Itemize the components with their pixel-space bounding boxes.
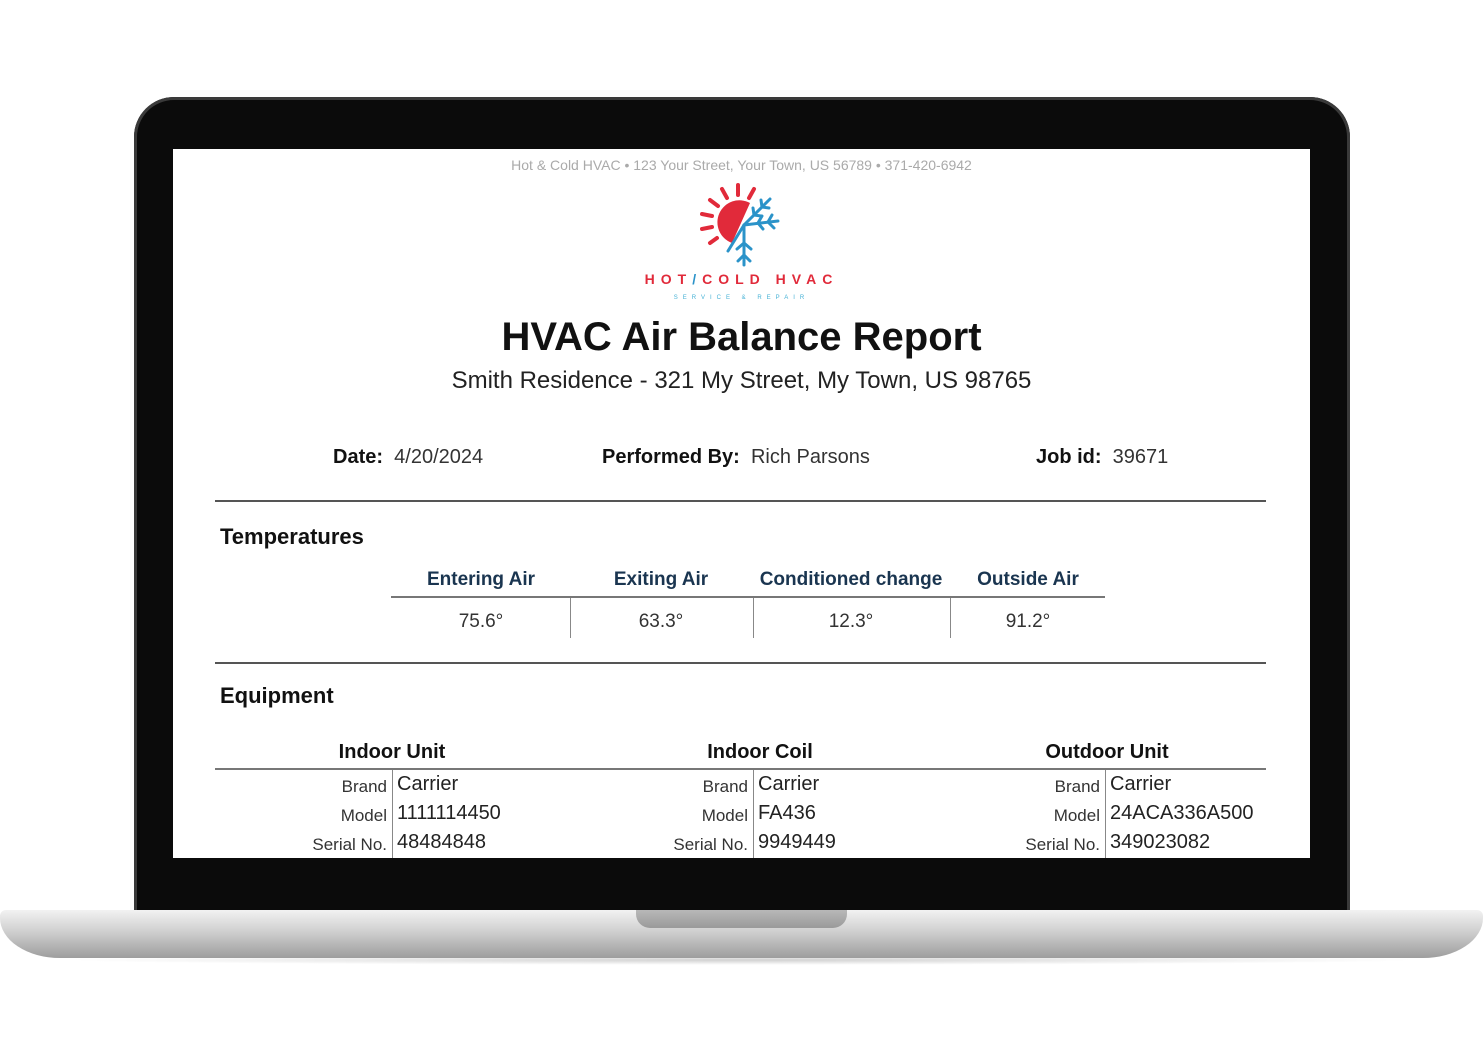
report-screen — [173, 149, 1310, 858]
column-divider — [753, 770, 754, 858]
equipment-heading: Equipment — [220, 683, 334, 708]
performed-by-label: Performed By: — [602, 446, 740, 468]
divider — [215, 662, 1266, 664]
report-title: HVAC Air Balance Report — [501, 315, 982, 359]
indoor-coil-model: FA436 — [758, 802, 816, 824]
logo-wordmark: HOT/COLD HVAC — [644, 271, 839, 287]
indoor-coil-header: Indoor Coil — [707, 741, 813, 763]
date-field — [333, 446, 483, 469]
exiting-air-header: Exiting Air — [613, 569, 709, 590]
outdoor-unit-header: Outdoor Unit — [1045, 741, 1169, 763]
outdoor-unit-brand: Carrier — [1110, 773, 1172, 795]
indoor-coil-brand: Carrier — [758, 773, 820, 795]
sun-snowflake-logo-icon — [692, 181, 786, 267]
model-label: Model — [1053, 806, 1100, 825]
laptop-notch — [636, 910, 847, 928]
model-label: Model — [701, 806, 748, 825]
job-id-field — [1036, 446, 1168, 469]
divider — [215, 500, 1266, 502]
outdoor-unit-serial: 349023082 — [1110, 831, 1211, 853]
conditioned-change-header: Conditioned change — [759, 569, 943, 590]
conditioned-change-value: 12.3° — [828, 611, 874, 632]
indoor-unit-brand: Carrier — [397, 773, 459, 795]
outside-air-value: 91.2° — [1005, 611, 1051, 632]
brand-label: Brand — [702, 777, 748, 796]
report-subtitle: Smith Residence - 321 My Street, My Town, US 98765 — [451, 367, 1032, 394]
temperatures-heading: Temperatures — [220, 524, 364, 549]
performed-by-field — [602, 446, 870, 469]
serial-label: Serial No. — [1025, 835, 1100, 854]
outdoor-unit-model: 24ACA336A500 — [1110, 802, 1254, 824]
job-id-value: 39671 — [1112, 446, 1169, 468]
indoor-unit-model: 1111114450 — [397, 802, 501, 824]
date-label: Date: — [333, 446, 384, 468]
exiting-air-value: 63.3° — [638, 611, 684, 632]
brand-label: Brand — [1054, 777, 1100, 796]
company-contact-line: Hot & Cold HVAC • 123 Your Street, Your Town, US 56789 • 371-420-6942 — [511, 157, 972, 173]
entering-air-value: 75.6° — [458, 611, 504, 632]
temperatures-header-rule — [391, 596, 1105, 598]
job-id-label: Job id: — [1036, 446, 1102, 468]
column-divider — [1105, 770, 1106, 858]
indoor-coil-serial: 9949449 — [758, 831, 836, 853]
serial-label: Serial No. — [673, 835, 748, 854]
serial-label: Serial No. — [312, 835, 387, 854]
model-label: Model — [340, 806, 387, 825]
column-divider — [392, 770, 393, 858]
brand-label: Brand — [341, 777, 387, 796]
entering-air-header: Entering Air — [426, 569, 536, 590]
date-value: 4/20/2024 — [394, 446, 484, 468]
indoor-unit-serial: 48484848 — [397, 831, 486, 853]
performed-by-value: Rich Parsons — [750, 446, 870, 468]
logo-tagline: SERVICE & REPAIR — [673, 295, 810, 301]
equipment-header-rule — [215, 768, 1266, 770]
outside-air-header: Outside Air — [977, 569, 1079, 590]
indoor-unit-header: Indoor Unit — [338, 741, 446, 763]
